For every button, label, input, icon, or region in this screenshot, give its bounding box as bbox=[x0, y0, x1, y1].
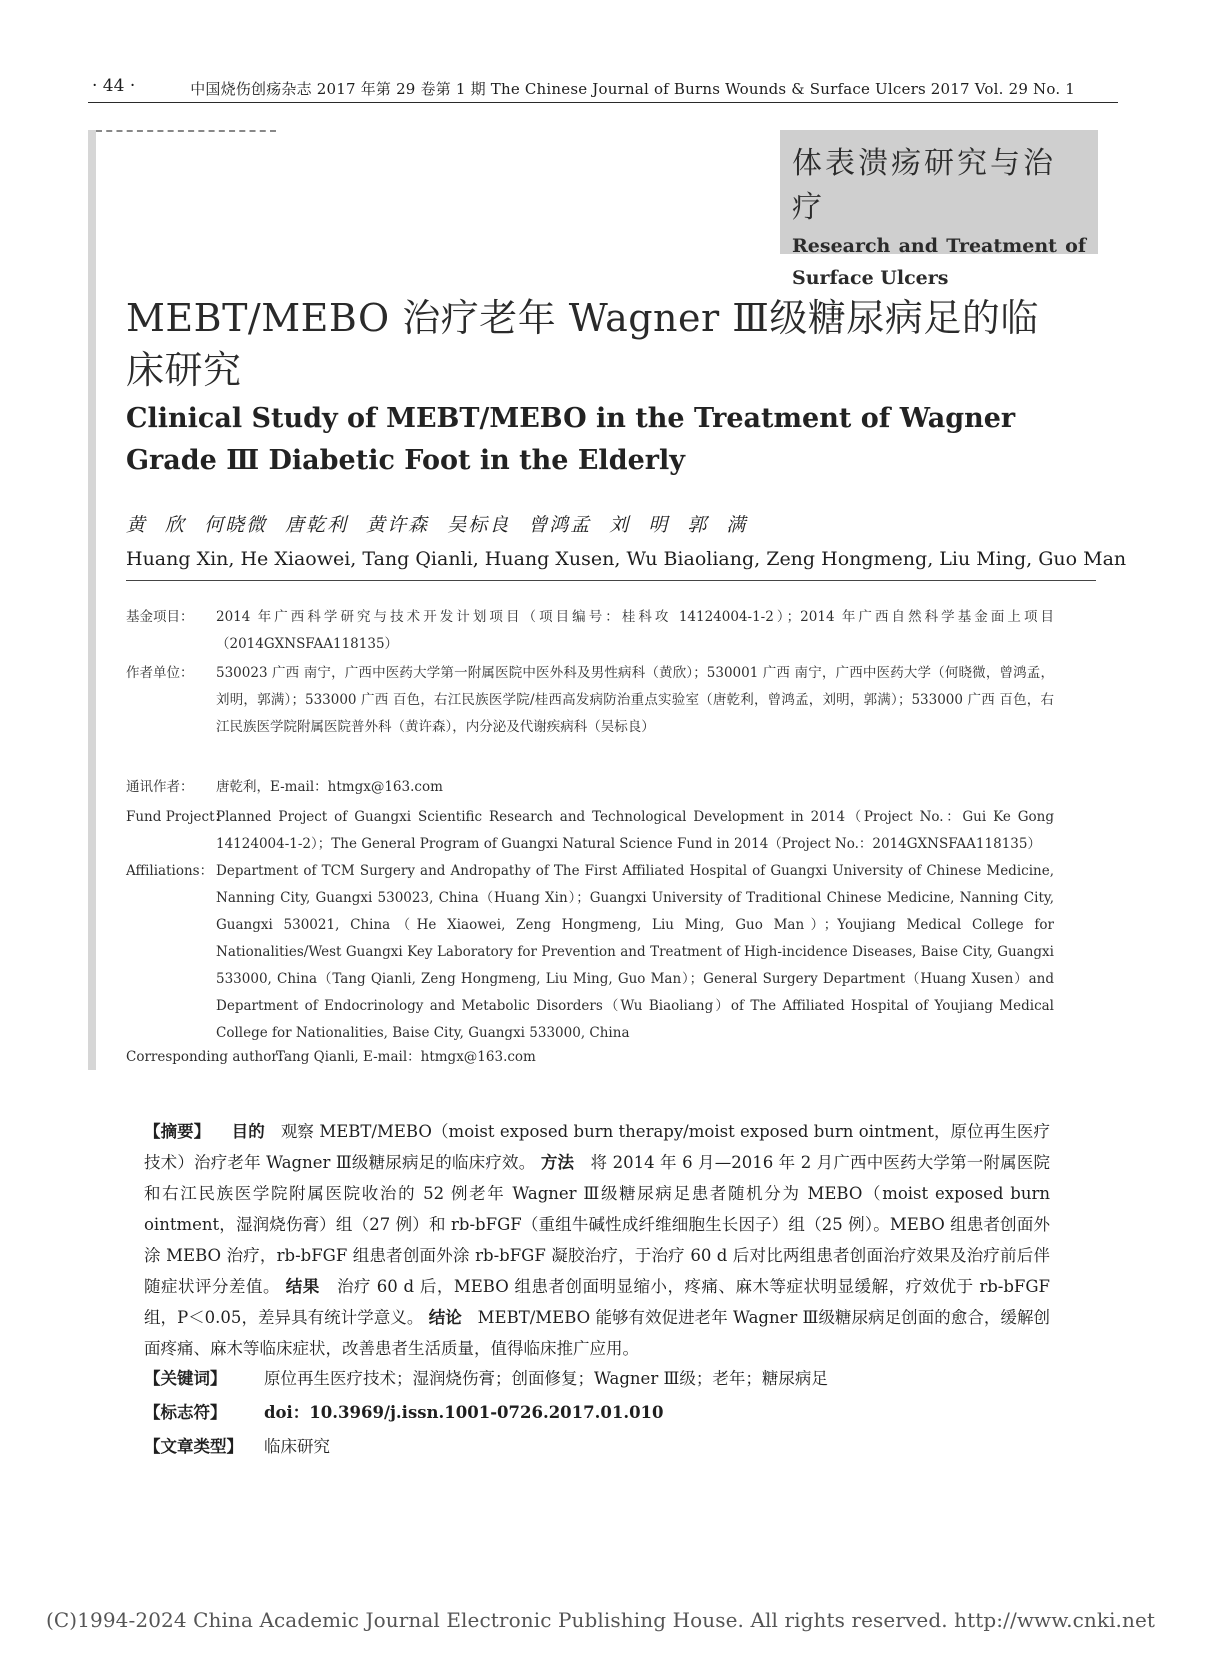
result-text: 治疗 60 d 后，MEBO 组患者创面明显缩小，疼痛、麻木等症状明显缓解，疗效优于 rb-bFGF 组，P＜0.05，差异具有统计学意义。 bbox=[144, 1277, 1050, 1327]
column-heading-en-line2: Surface Ulcers bbox=[792, 267, 949, 289]
corresponding-cn bbox=[126, 774, 1056, 801]
fund-en-text: Planned Project of Guangxi Scientific Research and Technological Development in 2014（Project No.：Gui Ke Gong 14124004-1-2）；The General Program of Guangxi Natural Science Fund in 2014（Project No.：2014GXNSFAA118135） bbox=[216, 809, 1054, 852]
column-heading-box bbox=[780, 130, 1098, 289]
article-title-en: Clinical Study of MEBT/MEBO in the Treatment of Wagner Grade Ⅲ Diabetic Foot in the Elderly bbox=[126, 403, 1016, 476]
doi-text: doi：10.3969/j.issn.1001-0726.2017.01.010 bbox=[264, 1403, 664, 1422]
keywords-text: 原位再生医疗技术；湿润烧伤膏；创面修复；Wagner Ⅲ级；老年；糖尿病足 bbox=[264, 1369, 828, 1388]
affiliation-cn-label: 作者单位： bbox=[126, 665, 194, 681]
affiliation-en-label: Affiliations： bbox=[126, 863, 214, 879]
header-rule bbox=[88, 102, 1118, 103]
conclusion-text: MEBT/MEBO 能够有效促进老年 Wagner Ⅲ级糖尿病足创面的愈合，缓解创面疼痛、麻木等临床症状，改善患者生活质量，值得临床推广应用。 bbox=[144, 1308, 1050, 1358]
fund-cn bbox=[126, 604, 1056, 658]
fund-en-label: Fund Project： bbox=[126, 809, 229, 825]
objective-text: 观察 MEBT/MEBO（moist exposed burn therapy/moist exposed burn ointment，原位再生医疗技术）治疗老年 Wagner Ⅲ级糖尿病足的临床疗效。 bbox=[144, 1122, 1050, 1172]
decorative-dash bbox=[96, 130, 276, 132]
article-type-text: 临床研究 bbox=[264, 1437, 330, 1456]
affiliation-cn bbox=[126, 660, 1056, 770]
method-label: 方法 bbox=[540, 1153, 575, 1172]
keywords-label: 【关键词】 bbox=[144, 1369, 227, 1388]
article-type bbox=[144, 1432, 330, 1462]
margin-bar bbox=[88, 130, 96, 1070]
column-heading-en bbox=[792, 230, 1086, 294]
keywords bbox=[144, 1364, 828, 1394]
method-text: 将 2014 年 6 月—2016 年 2 月广西中医药大学第一附属医院和右江民族医学院附属医院收治的 52 例老年 Wagner Ⅲ级糖尿病足患者随机分为 MEBO（moist exposed burn ointment，湿润烧伤膏）组（27 例）和 rb-bFGF（重组牛碱性成纤维细胞生长因子）组（25 例）。MEBO 组患者创面外涂 MEBO 治疗，rb-bFGF 组患者创面外涂 rb-bFGF 凝胶治疗，于治疗 60 d 后对比两组患者创面治疗效果及治疗前后伴随症状评分差值。 bbox=[144, 1153, 1051, 1296]
conclusion-label: 结论 bbox=[428, 1308, 462, 1327]
authors-cn: 黄 欣 何晓微 唐乾利 黄许森 吴标良 曾鸿孟 刘 明 郭 满 bbox=[126, 514, 748, 536]
fund-cn-text: 2014 年广西科学研究与技术开发计划项目（项目编号：桂科攻 14124004-1-2）；2014 年广西自然科学基金面上项目（2014GXNSFAA118135） bbox=[216, 609, 1054, 652]
fund-cn-label: 基金项目： bbox=[126, 609, 194, 625]
article-title-cn: MEBT/MEBO 治疗老年 Wagner Ⅲ级糖尿病足的临床研究 bbox=[126, 296, 1039, 392]
page-number: · 44 · bbox=[92, 76, 136, 96]
corresponding-en bbox=[126, 1044, 1056, 1071]
corresponding-en-label: Corresponding author： bbox=[126, 1049, 292, 1065]
column-heading-cn: 体表溃疡研究与治疗 bbox=[792, 146, 1056, 225]
affiliation-en bbox=[126, 858, 1056, 1048]
doi bbox=[144, 1398, 664, 1428]
corresponding-cn-label: 通讯作者： bbox=[126, 779, 194, 795]
corresponding-en-text: Tang Qianli, E-mail：htmgx@163.com bbox=[276, 1049, 536, 1065]
article-type-label: 【文章类型】 bbox=[144, 1437, 243, 1456]
doi-label: 【标志符】 bbox=[144, 1403, 227, 1422]
abstract-label: 【摘要】 bbox=[144, 1122, 211, 1141]
result-label: 结果 bbox=[285, 1277, 320, 1296]
fund-en bbox=[126, 804, 1056, 858]
affiliation-en-text: Department of TCM Surgery and Andropathy of The First Affiliated Hospital of Guangxi University of Chinese Medicine, Nanning City, Guangxi 530023, China（Huang Xin）；Guangxi University of Traditional Chinese Medicine, Nanning City, Guangxi 530021, China（He Xiaowei, Zeng Hongmeng, Liu Ming, Guo Man）；Youjiang Medical College for Nationalities/West Guangxi Key Laboratory for Prevention and Treatment of High-incidence Diseases, Baise City, Guangxi 533000, China（Tang Qianli, Zeng Hongmeng, Liu Ming, Guo Man）；General Surgery Department（Huang Xusen）and Department of Endocrinology and Metabolic Disorders（Wu Biaoliang）of The Affiliated Hospital of Youjiang Medical College for Nationalities, Baise City, Guangxi 533000, China bbox=[216, 863, 1054, 1041]
authors-en: Huang Xin, He Xiaowei, Tang Qianli, Huang Xusen, Wu Biaoliang, Zeng Hongmeng, Liu Ming, Guo Man bbox=[126, 548, 1127, 570]
corresponding-cn-text: 唐乾利，E-mail：htmgx@163.com bbox=[216, 779, 443, 795]
authors-rule bbox=[126, 580, 1096, 581]
affiliation-cn-text: 530023 广西 南宁，广西中医药大学第一附属医院中医外科及男性病科（黄欣）；530001 广西 南宁，广西中医药大学（何晓微，曾鸿孟，刘明，郭满）；533000 广西 百色，右江民族医学院/桂西高发病防治重点实验室（唐乾利，曾鸿孟，刘明，郭满）；533000 广西 百色，右江民族医学院附属医院普外科（黄许森），内分泌及代谢疾病科（吴标良） bbox=[216, 665, 1054, 735]
abstract bbox=[144, 1116, 1050, 1364]
copyright-footer: (C)1994-2024 China Academic Journal Electronic Publishing House. All rights reserved. http://www.cnki.net bbox=[46, 1608, 1156, 1632]
column-heading-en-line1: Research and Treatment of bbox=[792, 235, 1086, 257]
objective-label: 目的 bbox=[231, 1122, 265, 1141]
journal-running-header: 中国烧伤创疡杂志 2017 年第 29 卷第 1 期 The Chinese Journal of Burns Wounds & Surface Ulcers 2017 Vol. 29 No. 1 bbox=[190, 80, 1075, 98]
